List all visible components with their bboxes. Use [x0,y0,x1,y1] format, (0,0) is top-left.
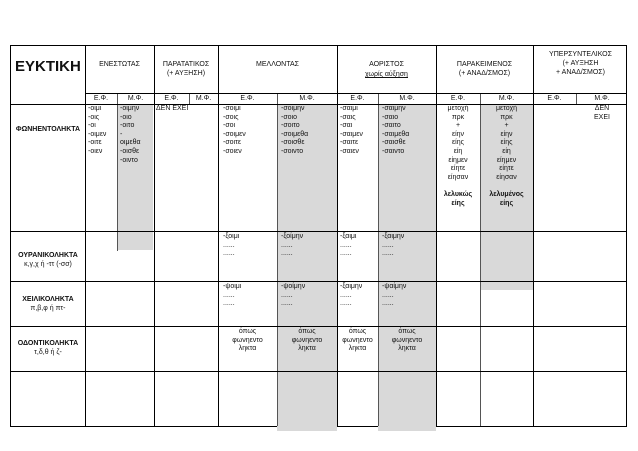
cell-park-mf-example: λελυμένος είης [489,191,524,207]
col-line [117,93,118,251]
col-line [436,46,437,426]
cell-our-aor-ef: -ξαιμι ...... ...... [340,233,357,258]
row-label-ouranikolikta: ΟΥΡΑΝΙΚΟΛΗΚΤΑ [18,252,78,259]
page-title: ΕΥΚΤΙΚΗ [15,58,81,75]
cell-xei-mell-ef: -ψοιμι ...... ...... [223,283,242,308]
cell-aor-mf: -σαιμην -σαιο -σαιτο -σαιμεθα -σαισθε -σαιντο [382,105,410,155]
header-mellontas: ΜΕΛΛΟΝΤΑΣ [256,61,299,68]
voice-active: Ε.Φ. [93,95,109,102]
header-enestotas: ΕΝΕΣΤΩΤΑΣ [99,61,140,68]
row-line [11,326,626,327]
cell-aor-ef: -σαιμι -σαις -σαι -σαιμεν -σαιτε -σαιεν [340,105,363,155]
row-label-fonienta: ΦΩΝΗΕΝΤΟΛΗΚΤΑ [15,126,81,133]
voice-middle: Μ.Φ. [498,95,515,102]
voice-middle: Μ.Φ. [594,95,610,102]
row-sub-xeilikolikta: π,β,φ ή πτ- [30,305,66,312]
col-line [337,46,338,426]
cell-odo-aor-ef: όπως φωνηεντο ληκτα [342,328,373,353]
col-line [154,46,155,426]
header-paratatikos: ΠΑΡΑΤΑΤΙΚΟΣ (+ ΑΥΞΗΣΗ) [162,61,210,77]
header-parakeimenos: ΠΑΡΑΚΕΙΜΕΝΟΣ (+ ΑΝΑΔ/ΣΜΟΣ) [456,61,513,77]
voice-active: Ε.Φ. [450,95,466,102]
col-line [85,46,86,426]
voice-active: Ε.Φ. [547,95,562,102]
header-aoristos: ΑΟΡΙΣΤΟΣ [369,61,404,68]
cell-yper: ΔΕΝ ΕΧΕΙ [594,105,610,121]
voice-middle: Μ.Φ. [127,95,144,102]
header-aoristos-sub: χωρίς αύξηση [365,71,408,78]
col-line [378,93,379,426]
voice-active: Ε.Φ. [350,95,365,102]
cell-mell-mf: -σοιμην -σοιο -σοιτο -σοιμεθα -σοισθε -σοιντο [281,105,309,155]
row-label-xeilikolikta: ΧΕΙΛΙΚΟΛΗΚΤΑ [22,296,74,303]
cell-enest-mf: -οιμην -οιο -οιτο - οιμεθα -οισθε -οιντο [120,105,141,164]
row-line [11,231,626,232]
cell-odo-aor-mf: όπως φωνηεντο ληκτα [391,328,423,353]
voice-middle: Μ.Φ. [195,95,212,102]
header-ypersyntelikos: ΥΠΕΡΣΥΝΤΕΛΙΚΟΣ (+ ΑΥΞΗΣΗ + ΑΝΑΔ/ΣΜΟΣ) [549,51,612,76]
voice-active: Ε.Φ. [164,95,179,102]
cell-parat: ΔΕΝ ΕΧΕΙ [156,105,189,112]
cell-enest-ef: -οιμι -οις -οι -οιμεν -οιτε -οιεν [88,105,107,155]
row-sub-ouranikolikta: κ,γ,χ ή -ττ (-σσ) [24,261,72,268]
cell-xei-aor-ef: -ξαιμην ...... ...... [340,283,363,308]
voice-middle: Μ.Φ. [299,95,315,102]
cell-park-ef-example: λελυκώς είης [443,191,473,207]
cell-xei-mell-mf: -ψοίμην ...... ...... [281,283,306,308]
cell-mell-ef: -σοιμι -σοις -σοι -σοιμεν -σοιτε -σοιεν [223,105,246,155]
cell-odo-mell-ef: όπως φωνηεντο ληκτα [232,328,263,353]
row-line [11,371,626,372]
row-line [11,281,626,282]
table [10,45,627,427]
cell-our-aor-mf: -ξαιμην ...... ...... [382,233,405,258]
cell-our-mell-mf: -ξοίμην ...... ...... [281,233,304,258]
row-label-odontikolikta: ΟΔΟΝΤΙΚΟΛΗΚΤΑ [17,340,79,347]
col-line [277,93,278,426]
voice-middle: Μ.Φ. [399,95,415,102]
cell-park-ef: μετοχή πρκ + είην είης είη είημεν είητε είησαν [447,105,469,181]
cell-park-mf: μετοχή πρκ + είην είης είη είημεν είητε είησαν [495,105,518,181]
cell-our-mell-ef: -ξοιμι ...... ...... [223,233,240,258]
row-sub-odontikolikta: τ,δ,θ ή ζ- [34,349,62,356]
cell-odo-mell-mf: όπως φωνηεντο ληκτα [291,328,323,353]
col-line [533,46,534,426]
col-line [218,46,219,426]
voice-active: Ε.Φ. [240,95,255,102]
cell-xei-aor-mf: -ψαίμην ...... ...... [382,283,407,308]
